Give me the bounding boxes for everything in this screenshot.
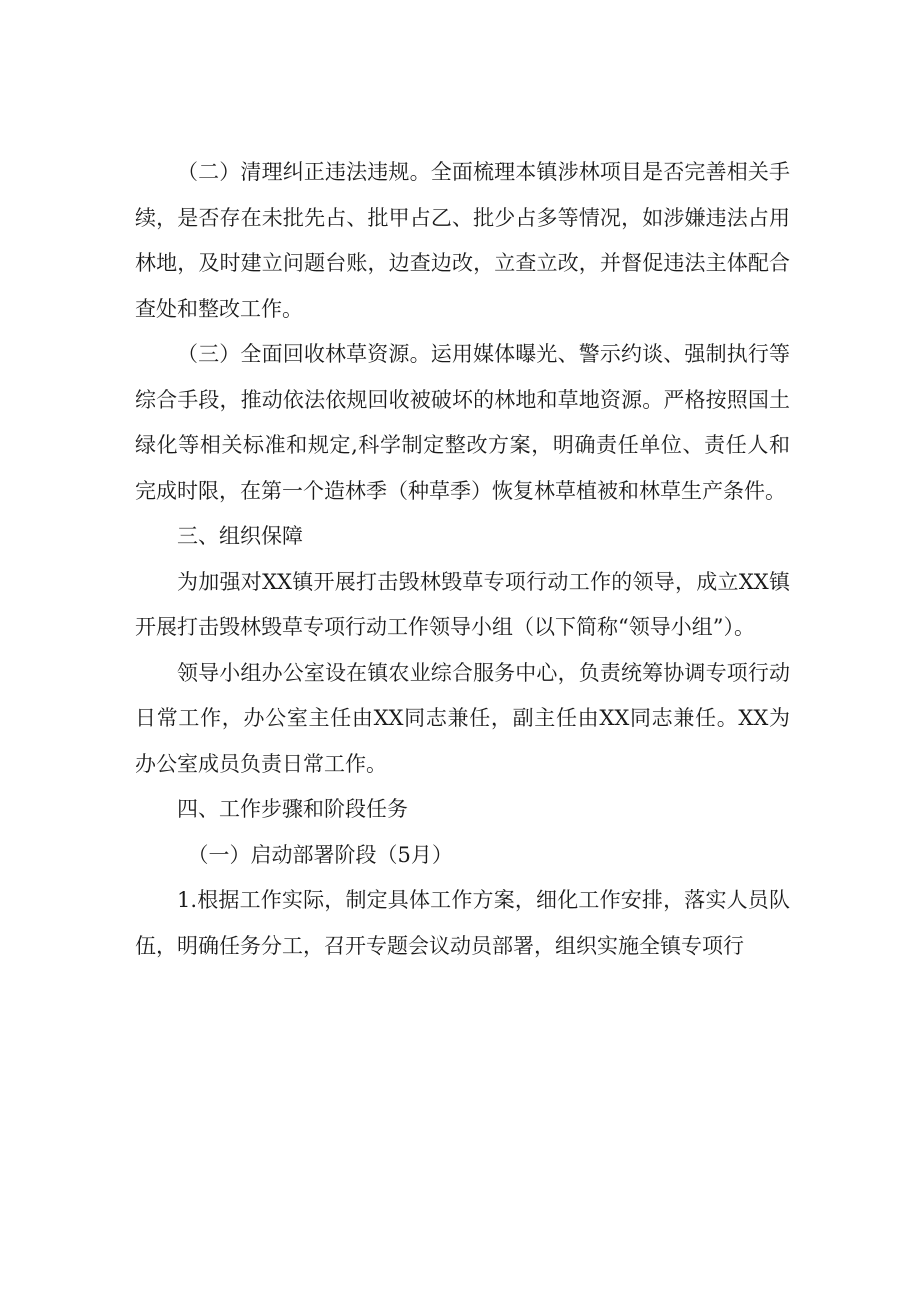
subheading-launch-phase: （一）启动部署阶段（5月）: [187, 842, 453, 867]
document-body: [135, 150, 790, 969]
section-heading-organization: 三、组织保障: [177, 524, 303, 548]
section-heading-work-steps: 四、工作步骤和阶段任务: [177, 797, 408, 821]
paragraph-group-office: 领导小组办公室设在镇农业综合服务中心，负责统筹协调专项行动日常工作，办公室主任由XX同志兼任，副主任由XX同志兼任。XX为办公室成员负责日常工作。: [135, 660, 790, 776]
paragraph-step-1: 1.根据工作实际，制定具体工作方案，细化工作安排，落实人员队伍，明确任务分工，召开专题会议动员部署，组织实施全镇专项行: [135, 888, 790, 958]
paragraph-recover-resources: （三）全面回收林草资源。运用媒体曝光、警示约谈、强制执行等综合手段，推动依法依规回收被破坏的林地和草地资源。严格按照国土绿化等相关标准和规定,科学制定整改方案，明确责任单位、责任人和完成时限，在第一个造林季（种草季）恢复林草植被和林草生产条件。: [135, 342, 790, 503]
paragraph-rectify-violations: （二）清理纠正违法违规。全面梳理本镇涉林项目是否完善相关手续，是否存在未批先占、批甲占乙、批少占多等情况，如涉嫌违法占用林地，及时建立问题台账，边查边改，立查立改，并督促违法主体配合查处和整改工作。: [135, 160, 790, 321]
paragraph-leading-group: 为加强对XX镇开展打击毁林毁草专项行动工作的领导，成立XX镇开展打击毁林毁草专项行动工作领导小组（以下简称“领导小组”）。: [135, 569, 790, 639]
